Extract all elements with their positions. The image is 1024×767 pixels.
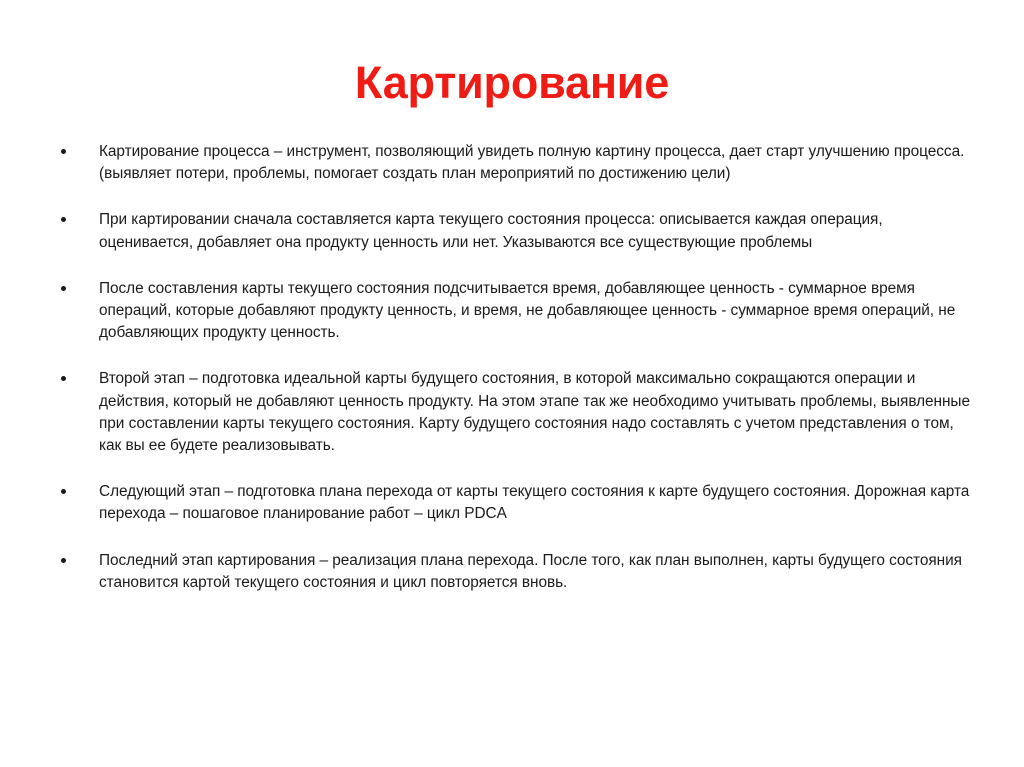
slide-body [55,141,975,594]
list-item [55,209,975,253]
round-bullet-icon [61,217,66,222]
round-bullet-icon [61,558,66,563]
list-item [55,141,975,185]
list-item-text: При картировании сначала составляется карта текущего состояния процесса: описывается каждая операция, оценивается, добавляет она продукту ценность или нет. Указываются все существующие проблемы [99,211,883,251]
round-bullet-icon [61,286,66,291]
list-item-text: Второй этап – подготовка идеальной карты будущего состояния, в которой максимально сокращаются операции и действия, который не добавляют ценность продукту. На этом этапе так же необходимо учитывать проблемы, выявленные при составлении карты текущего состояния. Карту будущего состояния надо составлять с учетом представления о том, как вы ее будете реализовывать. [99,370,970,455]
list-item-text: Картирование процесса – инструмент, позволяющий увидеть полную картину процесса, дает старт улучшению процесса. (выявляет потери, проблемы, помогает создать план мероприятий по достижению цели) [99,143,965,183]
list-item-text: Следующий этап – подготовка плана перехода от карты текущего состояния к карте будущего состояния. Дорожная карта перехода – пошаговое планирование работ – цикл PDCA [99,483,970,523]
round-bullet-icon [61,376,66,381]
page-title: Картирование [354,57,670,109]
list-item-text: Последний этап картирования – реализация плана перехода. После того, как план выполнен, карты будущего состояния становится картой текущего состояния и цикл повторяется вновь. [99,551,962,591]
list-item [55,481,975,525]
round-bullet-icon [61,489,66,494]
bullet-list [55,141,975,594]
list-item [55,278,975,345]
list-item [55,550,975,594]
list-item [55,368,975,457]
list-item-text: После составления карты текущего состояния подсчитывается время, добавляющее ценность - суммарное время операций, которые добавляют продукту ценность, и время, не добавляющее ценность - суммарное время операций, не добавляющих продукту ценность. [99,279,956,342]
round-bullet-icon [61,149,66,154]
